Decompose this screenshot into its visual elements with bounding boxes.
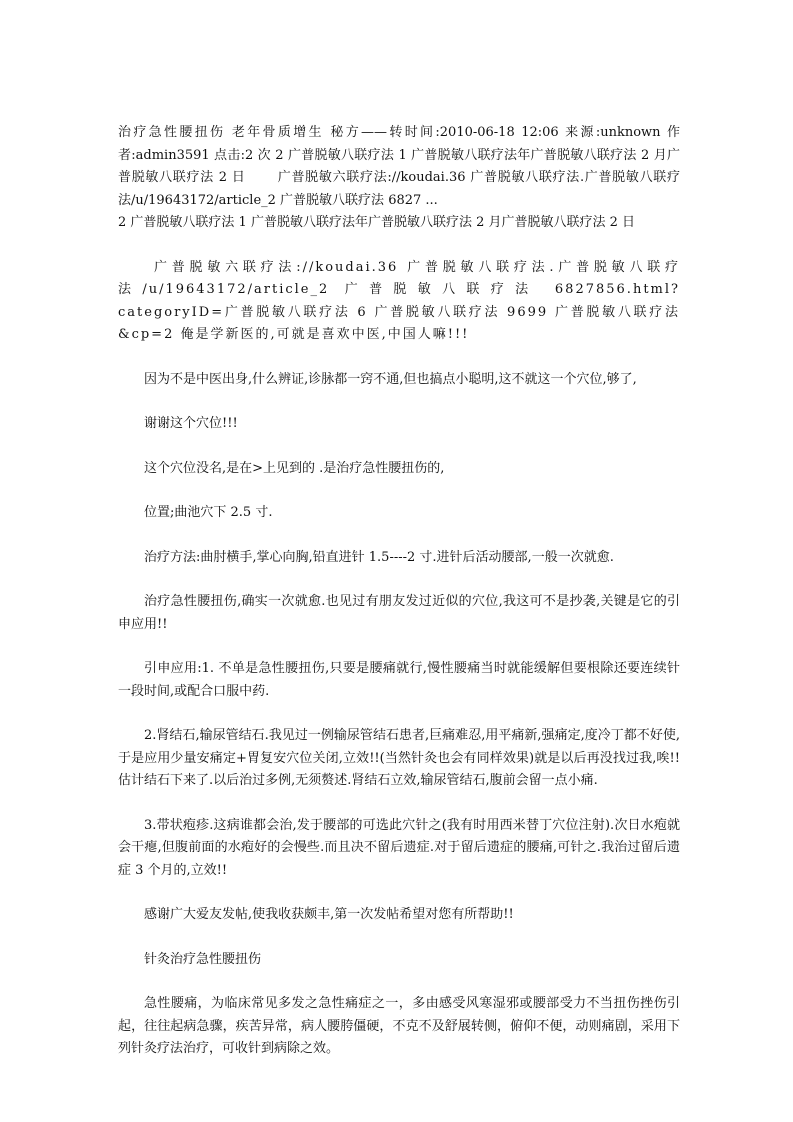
paragraph: 急性腰痛，为临床常见多发之急性痛症之一，多由感受风寒湿邪或腰部受力不当扭伤挫伤引起，往往起病急骤，疾苦异常，病人腰胯僵硬，不克不及舒展转侧，俯仰不便，动则痛剧，采用下列针灸疗法治疗，可收针到病除之效。 xyxy=(118,996,680,1056)
paragraph: 位置;曲池穴下 2.5 寸. xyxy=(144,505,273,520)
paragraph: 2.肾结石,输尿管结石.我见过一例输尿管结石患者,巨痛难忍,用平痛新,强痛定,度冷丁都不好使,于是应用少量安痛定+胃复安穴位关闭,立效!!(当然针灸也会有同样效果)就是以后再没找过我,唉!!估计结石下来了.以后治过多例,无须赘述.肾结石立效,输尿管结石,腹前会留一点小痛. xyxy=(118,728,680,788)
paragraph: 3.带状疱疹.这病谁都会治,发于腰部的可选此穴针之(我有时用西米替丁穴位注射).次日水疱就会干瘪,但腹前面的水疱好的会慢些.而且决不留后遗症.对于留后遗症的腰痛,可针之.我治过留后遗症 3 个月的,立效!! xyxy=(118,817,680,878)
paragraph: 治疗急性腰扭伤,确实一次就愈.也见过有朋友发过近似的穴位,我这可不是抄袭,关键是它的引申应用!! xyxy=(118,594,680,632)
paragraph: 广普脱敏六联疗法://koudai.36 广普脱敏八联疗法.广普脱敏八联疗法/u/19643172/article_2 广普脱敏八联疗法 6827856.html?categoryID=广普脱敏八联疗法 6 广普脱敏八联疗法 9699 广普脱敏八联疗法&cp=2 俺是学新医的,可就是喜欢中医,中国人嘛!!! xyxy=(118,259,680,342)
paragraph: 因为不是中医出身,什么辨证,诊脉都一窍不通,但也搞点小聪明,这不就这一个穴位,够了, xyxy=(144,371,637,387)
paragraph: 治疗方法:曲肘横手,掌心向胸,铅直进针 1.5----2 寸.进针后活动腰部,一般一次就愈. xyxy=(144,549,614,565)
document-page xyxy=(118,122,680,1083)
paragraph: 谢谢这个穴位!!! xyxy=(144,416,238,431)
header-line-1: 治疗急性腰扭伤 老年骨质增生 秘方——转时间:2010-06-18 12:06 来源:unknown 作者:admin3591 点击:2 次 2 广普脱敏八联疗法 1 广普脱敏八联疗法年广普脱敏八联疗法 2 月广普脱敏八联疗法 2 日 广普脱敏六联疗法://koudai.36 广普脱敏八联疗法.广普脱敏八联疗法/u/19643172/article_2 广普脱敏八联疗法 6827 ... xyxy=(118,125,680,208)
paragraph: 引申应用:1. 不单是急性腰扭伤,只要是腰痛就行,慢性腰痛当时就能缓解但要根除还要连续针一段时间,或配合口服中药. xyxy=(118,661,680,699)
paragraph: 这个穴位没名,是在>上见到的 .是治疗急性腰扭伤的, xyxy=(144,460,445,476)
section-heading: 针灸治疗急性腰扭伤 xyxy=(144,951,262,967)
header-line-2: 2 广普脱敏八联疗法 1 广普脱敏八联疗法年广普脱敏八联疗法 2 月广普脱敏八联疗法 2 日 xyxy=(118,215,636,230)
paragraph: 感谢广大爱友发帖,使我收获颇丰,第一次发帖希望对您有所帮助!! xyxy=(144,907,514,922)
